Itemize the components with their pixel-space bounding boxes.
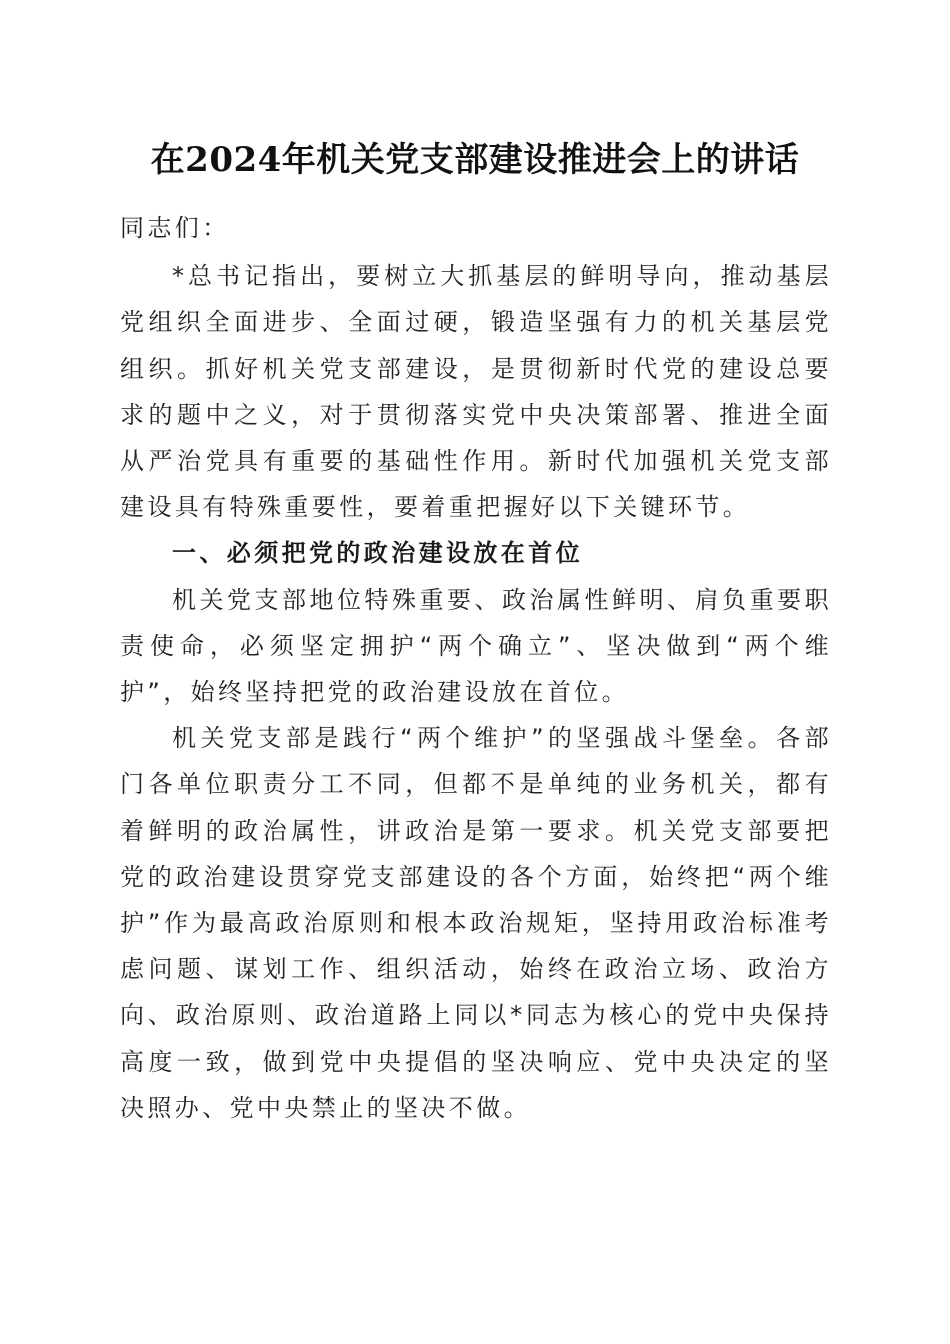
- section-paragraph: 机关党支部是践行“两个维护”的坚强战斗堡垒。各部门各单位职责分工不同，但都不是单纯的业务机关，都有着鲜明的政治属性，讲政治是第一要求。机关党支部要把党的政治建设贯穿党支部建设的各个方面，始终把“两个维护”作为最高政治原则和根本政治规矩，坚持用政治标准考虑问题、谋划工作、组织活动，始终在政治立场、政治方向、政治原则、政治道路上同以*同志为核心的党中央保持高度一致，做到党中央提倡的坚决响应、党中央决定的坚决照办、党中央禁止的坚决不做。: [120, 724, 832, 1122]
- salutation: 同志们：: [120, 214, 230, 242]
- section-heading: 一、必须把党的政治建设放在首位: [172, 539, 583, 568]
- intro-paragraph: *总书记指出，要树立大抓基层的鲜明导向，推动基层党组织全面进步、全面过硬，锻造坚强有力的机关基层党组织。抓好机关党支部建设，是贯彻新时代党的建设总要求的题中之义，对于贯彻落实党中央决策部署、推进全面从严治党具有重要的基础性作用。新时代加强机关党支部建设具有特殊重要性，要着重把握好以下关键环节。: [120, 262, 832, 522]
- document-title: 在2024年机关党支部建设推进会上的讲话: [150, 140, 800, 180]
- document-body: [120, 205, 832, 1131]
- section-paragraph: 机关党支部地位特殊重要、政治属性鲜明、肩负重要职责使命，必须坚定拥护“两个确立”、坚决做到“两个维护”，始终坚持把党的政治建设放在首位。: [120, 585, 832, 707]
